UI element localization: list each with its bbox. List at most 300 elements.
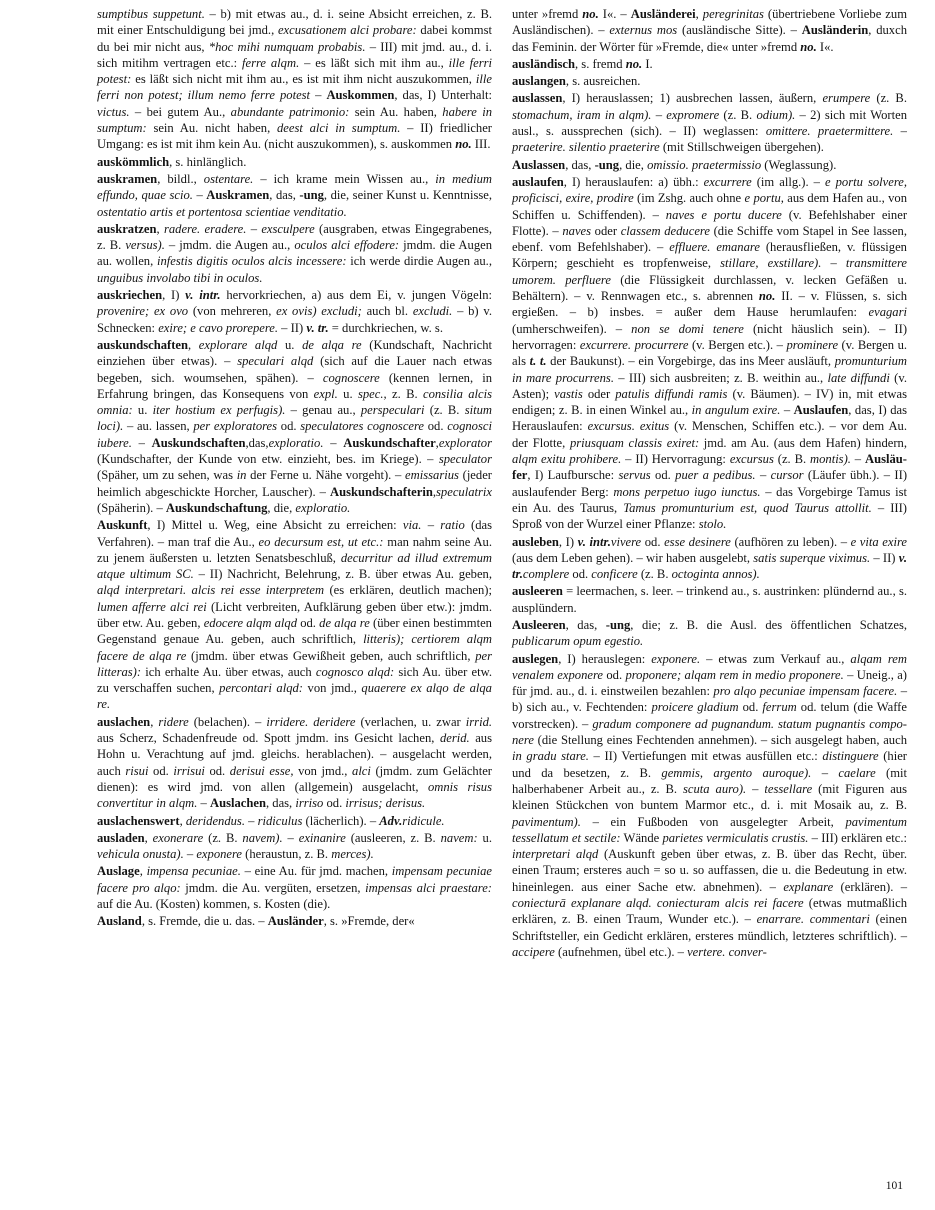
latin-text: naves xyxy=(562,223,592,238)
entry-text: (etwas mutmaßlich erklären, z. B. einen Traum, Wunder etc.). – xyxy=(512,896,907,927)
entry-text: jmdm. die Augen au. wollen, xyxy=(97,238,492,269)
entry-text: , xyxy=(188,337,199,352)
latin-text: exinanire xyxy=(298,830,346,845)
entry-text: od. xyxy=(204,763,230,778)
entry-text: , I) xyxy=(558,534,578,549)
entry-text: aus dem Hafen au., von Schiffen u. Schiffenden). – xyxy=(512,191,907,222)
latin-text: interpretari alqd xyxy=(512,847,599,862)
latin-text: omissio. praetermissio xyxy=(647,157,762,172)
entry-text: I«. – xyxy=(598,7,631,21)
entry-headword: ausleeren xyxy=(512,584,563,599)
entry-text: , I) herauslassen; 1) ausbrechen lassen, äußern, xyxy=(562,91,823,106)
latin-text: accipere xyxy=(512,944,555,959)
entry-headword: auslachenswert xyxy=(97,813,180,828)
entry-text: – xyxy=(421,518,441,533)
bold-text: -ung xyxy=(299,188,324,203)
latin-text: distinguere xyxy=(822,749,879,764)
entry-text: auf die Au. (Kosten) kommen, s. Kosten (die). xyxy=(97,897,331,912)
entry-headword: Auslage xyxy=(97,864,140,879)
entry-text: – xyxy=(755,468,771,483)
entry-text: – II) xyxy=(278,320,307,335)
entry-text: – II) Hervorragung: xyxy=(621,452,730,467)
entry-text: – II) Nachricht, Belehrung, z. B. über etwas Au. geben, xyxy=(193,567,493,582)
bold-text: v. intr. xyxy=(577,534,611,549)
entry-text: , I) herauslegen: xyxy=(558,651,652,666)
entry-text: von jmd., xyxy=(303,681,362,696)
entry-text: – xyxy=(244,813,258,828)
page-number: 101 xyxy=(885,1180,903,1192)
entry-text: – b) sich au., v. Fechtenden: xyxy=(512,684,908,715)
entry-text: (die Schiffe vom Stapel in See lassen, ebenf. vom Befehlshaber). – xyxy=(512,223,907,255)
latin-text: gemmis, argento auroque). xyxy=(661,765,812,780)
entry-text: (v. Bergen u. als xyxy=(512,337,908,369)
entry-text: ,das, xyxy=(245,435,269,450)
latin-text: omnis risus convertitur in alqm. xyxy=(97,779,492,811)
entry-text: (Kundschaft, Nachricht einziehen über etwas). – xyxy=(97,337,492,369)
latin-text: ridicule. xyxy=(402,813,445,828)
latin-text: versus). xyxy=(125,238,165,253)
entry-text: – III) mit jmd. au., d. i. sich mitihm vertragen etc.: xyxy=(97,39,493,70)
bold-text: Ausländer xyxy=(267,914,324,929)
right-column xyxy=(512,6,907,961)
entry-headword: auskramen xyxy=(97,171,158,186)
latin-text: irrisus; derisus. xyxy=(345,796,426,811)
entry-text: od. xyxy=(323,796,346,811)
latin-text: in xyxy=(236,468,247,483)
latin-text: vastis xyxy=(554,386,583,401)
latin-text: stomachum, iram in alqm). – expromere xyxy=(512,107,720,122)
latin-text: navem). xyxy=(242,830,283,845)
latin-text: situm loci). xyxy=(97,403,492,434)
latin-text: enarrare. commentari xyxy=(756,912,870,927)
entry-text: , s. »Fremde, der« xyxy=(323,914,415,929)
latin-text: iter hostium ex perfugis). xyxy=(152,403,286,418)
entry-text: dabei kommst du bei mir nicht aus, xyxy=(97,23,493,54)
latin-text: alqam rem venalem exponere xyxy=(512,651,907,682)
latin-text: vertere. conver- xyxy=(687,944,767,959)
entry-text: – xyxy=(323,435,344,450)
latin-text: explorator xyxy=(438,435,492,450)
latin-text: de alqa re xyxy=(319,615,370,630)
latin-text: excursus. exitus xyxy=(587,419,670,434)
latin-text: speculatores cognoscere xyxy=(300,419,425,434)
entry-text: = leermachen, s. leer. – trinkend au., s. austrinken: plündernd au., s. ausplündern. xyxy=(512,584,907,615)
latin-text: esse desinere xyxy=(664,534,731,549)
entry-text: od. xyxy=(603,667,626,682)
latin-text: exire; e cavo prorepere. xyxy=(158,320,279,335)
bold-text: -ung xyxy=(594,157,620,172)
bold-text: v. intr. xyxy=(185,288,221,303)
entry-text: oder xyxy=(582,386,616,401)
entry-text: od. xyxy=(569,567,592,582)
entry-text: – jmdm. die Augen au., xyxy=(164,238,295,253)
dictionary-entry xyxy=(97,714,492,812)
latin-text: satis superque viximus. xyxy=(753,550,871,565)
entry-text: aus Scherz, Schadenfreude od. Spott jmdm. ins Gesicht lachen, xyxy=(97,731,440,746)
bold-text: Auskommen xyxy=(326,88,395,103)
entry-text: (z. B. xyxy=(870,91,907,106)
bold-text: Auskundschafterin xyxy=(329,484,433,499)
entry-text: od. xyxy=(297,615,320,630)
entry-text: , I) xyxy=(162,288,186,303)
entry-text: (z. B. xyxy=(637,567,672,582)
latin-text: cognoscere xyxy=(322,370,380,385)
entry-headword: auslaufen xyxy=(512,174,564,189)
entry-text: (sich auf die Lauer nach etwas begeben, sich. woumsehen, spähen). – xyxy=(97,354,492,385)
entry-text: u. xyxy=(477,830,492,845)
latin-text: puer a pedibus. xyxy=(675,468,756,483)
latin-text: ostentatio artis et portentosa scientiae venditatio. xyxy=(97,204,347,219)
entry-text: (z. B. xyxy=(424,403,465,418)
entry-text: (Läufer übh.). – II) auslaufender Berg: xyxy=(512,468,908,499)
latin-text: e portu solvere, proficisci, exire, prodire xyxy=(512,174,907,206)
entry-text: od. xyxy=(641,534,665,549)
latin-text: cognosci iubere. xyxy=(97,419,492,450)
entry-text: , I) Laufbursche: xyxy=(527,468,619,483)
left-column xyxy=(97,6,492,931)
entry-text: – b) v. Schnecken: xyxy=(97,304,492,335)
latin-text: ferre alqm. xyxy=(242,55,300,70)
latin-text: servus xyxy=(618,468,651,483)
entry-text: , s. fremd xyxy=(575,56,626,71)
dictionary-entry xyxy=(97,913,492,929)
latin-text: irrid. xyxy=(465,714,493,729)
entry-text: (Weglassung). xyxy=(761,157,837,172)
latin-text: excurrere xyxy=(703,174,752,189)
latin-text: octoginta annos). xyxy=(671,567,760,582)
latin-text: patulis diffundi ramis xyxy=(615,386,728,401)
entry-text: – II) friedlicher Umgang: es ist mit ihm kein Au. (nicht auszukommen), s. auskommen xyxy=(97,121,492,152)
latin-text: coniecturā explanare alqd. coniecturam alcis rei facere xyxy=(512,896,804,911)
latin-text: excursus xyxy=(729,452,774,467)
latin-text: eo decursum est, ut etc.: xyxy=(258,534,384,549)
entry-text: der Baukunst). – ein Vorgebirge, das ins Meer ausläuft, xyxy=(546,354,835,369)
entry-text: – III) erklären etc.: xyxy=(808,830,907,845)
entry-text: – etwas zum Verkauf au., xyxy=(700,651,851,666)
latin-text: irrisui xyxy=(173,763,205,778)
entry-text: (umherschweifen). – xyxy=(512,321,632,336)
latin-text: de alqa re xyxy=(302,337,362,352)
latin-text: *hoc mihi numquam probabis. xyxy=(208,39,366,54)
entry-text: , xyxy=(156,221,164,236)
entry-text: – xyxy=(183,847,197,862)
bold-text: no. xyxy=(455,137,472,152)
entry-text: (ausländische Sitte). – xyxy=(677,23,802,38)
bold-text: -ung xyxy=(605,617,631,632)
entry-text: , das, xyxy=(565,617,606,632)
latin-text: explanare xyxy=(783,879,834,894)
entry-text: od. xyxy=(424,419,448,434)
latin-text: exponere xyxy=(196,847,243,862)
latin-text: vehicula onusta). xyxy=(97,847,184,862)
entry-text: (v. Menschen, Schiffen etc.). – vor dem Au. der Flotte, xyxy=(512,419,907,450)
dictionary-entry xyxy=(97,517,492,713)
entry-headword: Auskunft xyxy=(97,518,148,533)
entry-headword: ausländisch xyxy=(512,56,575,71)
latin-text: oculos alci effodere: xyxy=(294,238,400,253)
entry-text: – das Vorgebirge Tamus ist ein Au. des Taurus, xyxy=(512,484,907,515)
dictionary-entry xyxy=(512,73,907,89)
entry-text: (mit Figuren aus kleinen Stückchen von buntem Marmor etc., d. i. mit Mosaik au, z. B. xyxy=(512,781,907,813)
latin-text: ridere xyxy=(158,714,189,729)
entry-headword: auskundschaften xyxy=(97,337,188,352)
latin-text: ridiculus xyxy=(257,813,303,828)
entry-text: , xyxy=(432,484,437,499)
latin-text: naves e portu ducere xyxy=(665,207,782,222)
entry-text: , die; z. B. die Ausl. des öffentlichen Schatzes, xyxy=(630,617,908,632)
entry-text: , xyxy=(144,830,153,845)
latin-text: publicarum opum egestio. xyxy=(512,634,644,649)
bold-text: Ausländerei xyxy=(630,7,696,21)
latin-text: provenire; ex ovo xyxy=(97,304,189,319)
entry-text: , I) herauslaufen: a) übh.: xyxy=(563,174,704,189)
bold-text: Auskundschaften xyxy=(151,435,246,450)
entry-text: jmdm. die Au. vergüten, ersetzen, xyxy=(180,880,366,895)
latin-text: excludi. xyxy=(412,304,453,319)
latin-text: per litteras): xyxy=(97,648,492,679)
entry-text: (aus dem Leben gehen). – wir haben ausgelebt, xyxy=(512,550,754,565)
latin-text: exponere. xyxy=(651,651,701,666)
latin-text: habere in sumptum: xyxy=(97,104,492,136)
entry-text: – xyxy=(746,781,765,796)
entry-text: (über einen bestimmten Gegenstand genaue Au. geben, auch schriftlich, xyxy=(97,615,492,647)
latin-text: evagari xyxy=(868,305,907,320)
entry-text: – III) sich ausbreiten; z. B. weithin au., xyxy=(613,370,828,385)
entry-text: z. B. xyxy=(386,386,423,401)
bold-text: no. xyxy=(582,7,599,21)
entry-headword: auslangen xyxy=(512,74,566,89)
latin-text: impensam pecuniae facere pro alqo: xyxy=(97,864,493,895)
entry-text: (die Flüssigkeit durchlassen, v. lecken Gefäßen u. Behältern). – v. Rennwagen etc., s. abrennen xyxy=(512,272,907,304)
entry-text: od. xyxy=(277,419,301,434)
entry-text: sich Au. über etw. zu verschaffen suchen, xyxy=(97,664,492,696)
entry-text: – 2) sich mit Worten ausl., s. aussprechen (sich). – II) weglassen: xyxy=(512,107,907,139)
entry-text: es läßt sich nicht mit ihm au., es ist mit ihm nicht auszukommen, xyxy=(131,72,476,87)
entry-text: , s. ausreichen. xyxy=(565,74,641,89)
latin-text: in medium effundo, quae scio. xyxy=(97,171,492,203)
entry-text: , die, seiner Kunst u. Kenntnisse, xyxy=(323,188,492,203)
bold-text: Ausländerin xyxy=(801,23,869,38)
latin-text: alci xyxy=(352,763,371,778)
bold-text: no. xyxy=(758,289,776,304)
latin-text: exonerare xyxy=(152,830,204,845)
latin-text: ex ovis) excludi; xyxy=(276,304,362,319)
latin-text: proicere gladium xyxy=(651,700,739,715)
latin-text: litteris); certiorem alqm facere de alqa re xyxy=(97,632,492,663)
latin-text: montis). xyxy=(810,452,851,467)
entry-headword: auslassen xyxy=(512,91,563,106)
entry-text: – xyxy=(197,796,210,811)
latin-text: explorare alqd xyxy=(198,337,278,352)
entry-text: (Späherin). – xyxy=(97,500,166,515)
entry-headword: auskömmlich xyxy=(97,154,170,169)
bold-text: Adv. xyxy=(379,813,403,828)
entry-continuation xyxy=(97,6,492,153)
latin-text: in gradu stare. xyxy=(512,749,589,764)
bold-text: Auskundschafter xyxy=(343,435,436,450)
latin-text: ratio xyxy=(440,518,465,533)
entry-text: hervorkriechen, a) aus dem Ei, v. jungen Vögeln: xyxy=(220,288,492,303)
entry-text: (die Stellung eines Fechtenden annehmen). – sich ausgelegt haben, auch xyxy=(533,733,907,748)
entry-text: auch bl. xyxy=(361,304,413,319)
dictionary-entry xyxy=(97,287,492,336)
latin-text: odium). xyxy=(756,107,796,122)
latin-text: radere. eradere. xyxy=(163,221,247,236)
latin-text: speculator xyxy=(438,452,492,467)
entry-text: – III) Sproß von der Wurzel einer Pflanze: xyxy=(512,500,907,532)
entry-text: (kennen lernen, in Erfahrung bringen, das Konsequens von xyxy=(97,370,493,401)
latin-text: deest alci in sumptum. xyxy=(276,121,401,136)
latin-text: abundante patrimonio: xyxy=(230,104,350,119)
entry-text: (v. Befehlshaber einer Flotte). – xyxy=(512,207,908,238)
entry-headword: Ausland xyxy=(97,914,142,929)
latin-text: scuta auro). xyxy=(683,781,747,796)
entry-text: (ausgraben, etwas Eingegrabenes, z. B. xyxy=(97,221,492,253)
latin-text: mons perpetuo iugo iunctus. xyxy=(613,484,761,499)
entry-text: od. xyxy=(650,468,676,483)
entry-text: unter »fremd xyxy=(512,7,583,21)
entry-headword: ausladen xyxy=(97,830,145,845)
dictionary-entry xyxy=(512,651,907,961)
latin-text: excusationem alci probare: xyxy=(277,23,417,38)
latin-text: emissarius xyxy=(405,468,459,483)
entry-text: (v. Asten); xyxy=(512,370,907,401)
entry-text: u. xyxy=(132,403,153,418)
dictionary-entry xyxy=(97,813,492,829)
entry-text: (belachen). – xyxy=(188,714,267,729)
entry-text: (mit Stillschweigen übergehen). xyxy=(659,140,824,155)
latin-text: ille ferri potest: xyxy=(97,55,493,87)
entry-text: – xyxy=(131,435,152,450)
entry-text: u. xyxy=(277,337,303,352)
latin-text: unguibus involabo tibi in oculos. xyxy=(97,270,263,285)
bold-text: v. tr. xyxy=(306,320,329,335)
entry-text: – xyxy=(282,830,299,845)
entry-text: – xyxy=(850,452,865,467)
latin-text: stolo. xyxy=(698,517,727,532)
entry-text: (das Verfahren). – man traf die Au., xyxy=(97,518,493,549)
entry-text: (erklären). – xyxy=(833,879,907,894)
entry-text: , duxch das Feminin. der Wörter für »Fremde, die« unter »fremd xyxy=(512,23,907,54)
entry-text: – II) xyxy=(870,550,899,565)
entry-text: , xyxy=(150,714,159,729)
latin-text: proponere; alqam rem in medio proponere. xyxy=(625,667,844,682)
latin-text: per exploratores xyxy=(193,419,278,434)
bold-text: Auslaufen xyxy=(793,403,849,418)
entry-text: , s. Fremde, die u. das. – xyxy=(141,914,268,929)
entry-text: – es läßt sich mit ihm au., xyxy=(299,55,449,70)
latin-text: omittere. praetermittere. xyxy=(765,124,894,139)
latin-text: edocere alqm alqd xyxy=(203,615,298,630)
entry-text: – xyxy=(310,88,327,103)
latin-text: non se domi tenere xyxy=(631,321,744,336)
entry-headword: auskriechen xyxy=(97,288,163,303)
entry-text: – bei gutem Au., xyxy=(129,104,231,119)
entry-text: – ich krame mein Wissen au., xyxy=(253,171,436,186)
entry-text: – ein Fußboden von ausgelegter Arbeit, xyxy=(580,814,846,829)
entry-text: – xyxy=(246,221,262,236)
entry-text: , das, xyxy=(269,188,300,203)
entry-text: od. telum (die Waffe vorstrecken). – xyxy=(512,700,907,731)
entry-text: , das, xyxy=(565,157,595,172)
entry-text: , xyxy=(139,864,147,879)
entry-text: (herausfließen, v. flüssigen Körpern; geschieht es tropfenweise, xyxy=(512,240,907,271)
entry-text: , die, xyxy=(267,500,296,515)
entry-text: man nahm seine Au. zu jenem äußersten u. letzten Senatsbeschluß, xyxy=(97,534,493,565)
latin-text: tessellare xyxy=(764,781,813,796)
latin-text: classem deducere xyxy=(620,223,710,238)
latin-text: navem: xyxy=(440,830,478,845)
entry-text: (jmdm. über etwas Gewißheit geben, auch schriftlich, xyxy=(186,648,476,663)
dictionary-entry xyxy=(512,583,907,616)
entry-text: (lächerlich). – xyxy=(302,813,380,828)
dictionary-entry xyxy=(512,617,907,650)
entry-text: (v. Bäumen). – IV) in, mit etwas endigen; z. B. in einen Winkel au., xyxy=(512,386,907,418)
latin-text: decurritur ad illud extremum atque ultimum SC. xyxy=(97,550,492,582)
entry-text: I«. xyxy=(816,39,834,54)
latin-text: deridendus. xyxy=(185,813,245,828)
latin-text: merces). xyxy=(331,847,374,862)
latin-text: complere xyxy=(522,567,570,582)
latin-text: ostentare. xyxy=(203,171,254,186)
latin-text: caelare xyxy=(838,765,876,780)
dictionary-entry xyxy=(97,863,492,912)
latin-text: excurrere. procurrere xyxy=(579,337,689,352)
dictionary-entry xyxy=(512,174,907,533)
entry-text: (z. B. xyxy=(773,452,810,467)
latin-text: e vita exire xyxy=(850,534,907,549)
entry-headword: Ausleeren xyxy=(512,617,566,632)
latin-text: speculatrix xyxy=(436,484,492,499)
latin-text: lumen afferre alci rei xyxy=(97,599,207,614)
entry-text: II. – v. Flüssen, s. sich ergießen. – b) insbes. = außer dem Hause herumlaufen: xyxy=(512,289,908,320)
entry-text: – au. lassen, xyxy=(123,419,194,434)
latin-text: exsculpere xyxy=(261,221,315,236)
dictionary-entry xyxy=(97,171,492,220)
latin-text: impensas alci praestare: xyxy=(365,880,492,895)
entry-text: , I) Mittel u. Weg, eine Absicht zu erreichen: xyxy=(147,518,403,533)
entry-text: III. xyxy=(471,137,491,152)
entry-text: (Licht verbreiten, Aufklärung geben über etw.): jmdm. über etw. Au. geben, xyxy=(97,599,492,630)
dictionary-entry xyxy=(512,534,907,583)
latin-text: late diffundi xyxy=(827,370,890,385)
latin-text: stillare, exstillare). – transmittere umorem. perfluere xyxy=(512,256,907,287)
latin-text: quaerere ex alqo de alqa re. xyxy=(97,681,492,712)
dictionary-entry xyxy=(512,56,907,72)
latin-text: e portu, xyxy=(744,191,784,206)
latin-text: peregrinitas xyxy=(702,7,764,21)
entry-text: (heraustun, z. B. xyxy=(242,847,332,862)
entry-text: (v. Bergen etc.). – xyxy=(688,337,787,352)
latin-text: perspeculari xyxy=(360,403,425,418)
entry-text: od. xyxy=(738,700,763,715)
latin-text: vivere xyxy=(610,534,642,549)
latin-text: impensa pecuniae. xyxy=(146,864,241,879)
entry-text: (Kundschafter, der Kunde von etw. einzieht, bes. im Kriege). – xyxy=(97,452,439,467)
entry-text: der Ferne u. Nähe vorgeht). – xyxy=(246,468,406,483)
entry-continuation xyxy=(512,6,907,55)
entry-text: (aufnehmen, übel etc.). – xyxy=(554,944,688,959)
entry-text: (aufhören zu leben). – xyxy=(730,534,851,549)
entry-headword: auskratzen xyxy=(97,221,157,236)
entry-text: , bildl., xyxy=(157,171,204,186)
entry-text: (übertriebene Vorliebe zum Ausländischen). – xyxy=(512,7,907,38)
entry-text: (im Zshg. auch ohne xyxy=(633,191,745,206)
entry-headword: ausleben xyxy=(512,534,559,549)
entry-text: , das, I) Unterhalt: xyxy=(394,88,492,103)
latin-text: irriso xyxy=(295,796,324,811)
entry-text: (von mehreren, xyxy=(188,304,277,319)
